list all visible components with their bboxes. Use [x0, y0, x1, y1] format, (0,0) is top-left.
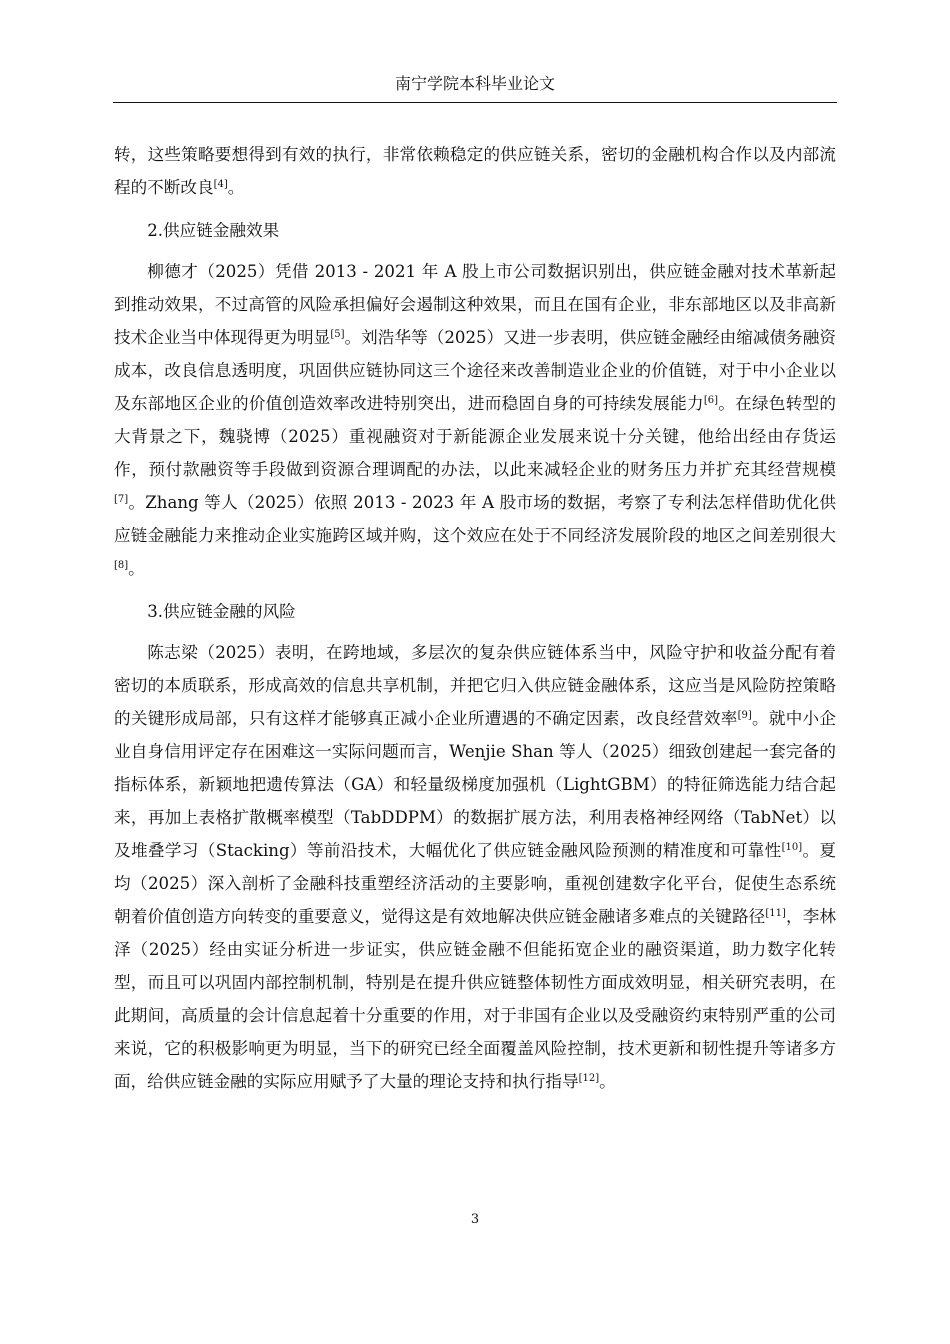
section-heading-risks: 3.供应链金融的风险 [147, 602, 296, 621]
paragraph-text: 柳德才（2025）凭借 2013 - 2021 年 A 股上市公司数据识别出，供应链金融对技术革新起到推动效果，不过高管的风险承担偏好会遏制这种效果，而且在国有企业，非东部地区以及非高新技术企业当中体现得更为明显 [114, 262, 836, 347]
body-text [114, 138, 836, 1098]
citation: [4] [213, 179, 228, 190]
paragraph-risks [114, 636, 836, 1098]
paragraph-tail: 。 [227, 178, 245, 197]
page-header: 南宁学院本科毕业论文 [394, 74, 555, 93]
paragraph-text: 转，这些策略要想得到有效的执行，非常依赖稳定的供应链关系，密切的金融机构合作以及内部流程的不断改良 [114, 145, 836, 197]
citation: [12] [578, 1073, 600, 1084]
paragraph-text: 。 [599, 1072, 616, 1091]
paragraph-text: 。刘浩华等（2025）又进一步表明，供应链金融经由缩减债务融资成本，改良信息透明度，巩固供应链协同这三个途径来改善制造业企业的价值链，对于中小企业以及东部地区企业的价值创造效率改进特别突出，进而稳固自身的可持续发展能力 [114, 328, 837, 413]
citation: [8] [114, 560, 129, 571]
citation: [10] [781, 842, 803, 853]
citation: [6] [703, 395, 719, 406]
citation: [11] [765, 908, 786, 919]
paragraph-text: 。夏均（2025）深入剖析了金融科技重塑经济活动的主要影响，重视创建数字化平台，促使生态系统朝着价值创造方向转变的重要意义，觉得这是有效地解决供应链金融诸多难点的关键路径 [114, 841, 836, 926]
paragraph-text: 。Zhang 等人（2025）依照 2013 - 2023 年 A 股市场的数据，考察了专利法怎样借助优化供应链金融能力来推动企业实施跨区域并购，这个效应在处于不同经济发展阶段的地区之间差别很大 [114, 493, 836, 545]
citation: [5] [330, 329, 345, 340]
paragraph-text: ，李林泽（2025）经由实证分析进一步证实，供应链金融不但能拓宽企业的融资渠道，助力数字化转型，而且可以巩固内部控制机制，特别是在提升供应链整体韧性方面成效明显，相关研究表明，在此期间，高质量的会计信息起着十分重要的作用，对于非国有企业以及受融资约束特别严重的公司来说，它的积极影响更为明显，当下的研究已经全面覆盖风险控制，技术更新和韧性提升等诸多方面，给供应链金融的实际应用赋予了大量的理论支持和执行指导 [114, 907, 837, 1091]
paragraph-text: 。在绿色转型的大背景之下，魏骁博（2025）重视融资对于新能源企业发展来说十分关键，他给出经由存货运作，预付款融资等手段做到资源合理调配的办法，以此来减轻企业的财务压力并扩充其经营规模 [114, 394, 837, 479]
paragraph-continued [114, 138, 836, 204]
header-rule [113, 102, 837, 103]
page-number: 3 [470, 1212, 480, 1227]
paragraph-text: 。 [128, 559, 145, 578]
citation: [9] [737, 710, 752, 721]
section-heading-effects: 2.供应链金融效果 [147, 221, 280, 240]
paragraph-text: 。就中小企业自身信用评定存在困难这一实际问题而言，Wenjie Shan 等人（2025）细致创建起一套完备的指标体系，新颖地把遗传算法（GA）和轻量级梯度加强机（LightGBM）的特征筛选能力结合起来，再加上表格扩散概率模型（TabDDPM）的数据扩展方法，利用表格神经网络（TabNet）以及堆叠学习（Stacking）等前沿技术，大幅优化了供应链金融风险预测的精准度和可靠性 [114, 709, 836, 860]
citation: [7] [114, 494, 129, 505]
paragraph-effects [114, 255, 836, 585]
paragraph-text: 陈志梁（2025）表明，在跨地域，多层次的复杂供应链体系当中，风险守护和收益分配有着密切的本质联系，形成高效的信息共享机制，并把它归入供应链金融体系，这应当是风险防控策略的关键形成局部，只有这样才能够真正减小企业所遭遇的不确定因素，改良经营效率 [114, 643, 836, 728]
